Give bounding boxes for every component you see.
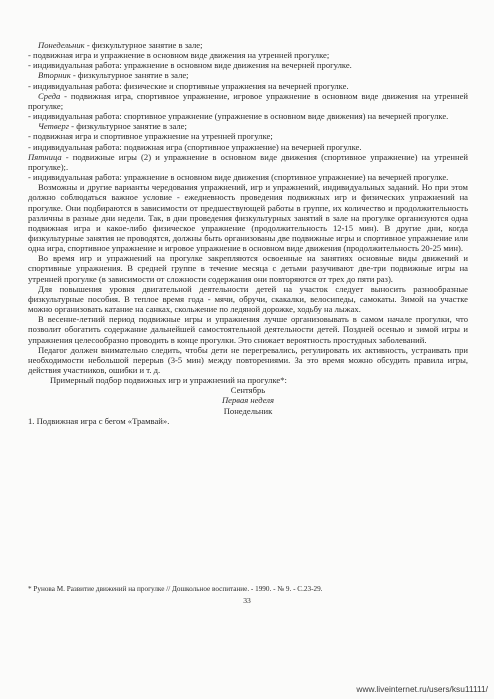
page-number: 33	[243, 596, 251, 605]
day-thursday: Четверг	[38, 121, 70, 132]
plan-monday: Понедельник - физкультурное занятие в зале;	[38, 40, 203, 50]
day-monday: Понедельник	[38, 40, 85, 50]
plan-line: - индивидуальная работа: упражнение в основном виде движения на вечерней прогулке.	[28, 60, 352, 71]
heading-day: Понедельник	[223, 405, 273, 416]
plan-friday: Пятница - подвижные игры (2) и упражнение в основном виде движения (спортивное упражнение) на утренней прогулке);.	[28, 151, 468, 172]
plan-tuesday: Вторник - физкультурное занятие в зале;	[38, 70, 189, 81]
heading-month: Сентябрь	[230, 385, 266, 396]
plan-line: - индивидуальная работа: упражнение в основном виде движения (спортивное упражнение) на вечерней прогулке.	[28, 172, 449, 183]
watermark: www.liveinternet.ru/users/ksu11111/	[356, 684, 488, 694]
list-item: 1. Подвижная игра с бегом «Трамвай».	[28, 415, 170, 426]
day-tuesday: Вторник	[38, 70, 71, 81]
paragraph: В весенне-летний период подвижные игры и упражнения лучше организовывать в самом начале прогулки, что позволит обогатить содержание дальнейшей самостоятельной деятельности детей. Поздней осенью и зимой игры и упражнения целесообразно проводить в конце прогулки. Это снижает вероятность простудных заболеваний.	[28, 314, 468, 345]
plan-line: - индивидуальная работа: спортивное упражнение (упражнение в основном виде движения) на вечерней прогулке.	[28, 111, 449, 122]
plan-thursday: Четверг - физкультурное занятие в зале;	[38, 121, 187, 132]
heading-week: Первая неделя	[221, 395, 275, 406]
plan-line: - подвижная игра и спортивное упражнение на утренней прогулке;	[28, 131, 273, 142]
paragraph: Педагог должен внимательно следить, чтобы дети не перегревались, регулировать их активность, устраивать при необходимости небольшой перерыв (3-5 мин) между повторениями. За это время можно обсудить правила игры, действия участников, ошибки и т. д.	[28, 344, 468, 375]
body-text	[28, 40, 468, 426]
plan-line: - индивидуальная работа: физические и спортивные упражнения на вечерней прогулке.	[28, 80, 349, 91]
plan-wednesday: Среда - подвижная игра, спортивное упражнение, игровое упражнение в основном виде движения на утренней прогулке;	[28, 90, 468, 111]
plan-line: - подвижная игра и упражнение в основном виде движения на утренней прогулке;	[28, 50, 330, 61]
plan-line: - индивидуальная работа: подвижная игра (спортивное упражнение) на вечерней прогулке.	[28, 141, 362, 152]
day-friday: Пятница	[28, 151, 62, 162]
day-wednesday: Среда	[38, 90, 61, 101]
paragraph: Возможны и другие варианты чередования упражнений, игр и упражнений, индивидуальных заданий. Но при этом должно соблюдаться важное условие - ежедневность проведения подвижных игр и физических упражнений на прогулке. Они подбираются в зависимости от предшествующей работы в группе, их количество и продолжительность различны в разные дни недели. Так, в дни проведения физкультурных занятий в зале на прогулке организуются одна подвижная игра и какое-либо физическое упражнение (продолжительность 12-15 мин). В другие дни, когда физкультурные занятия не проводятся, должны быть организованы две подвижные игры и спортивное упражнение или одна игра, спортивное упражнение и игровое упражнение в основном виде движения (продолжительность 20-25 мин).	[28, 182, 468, 254]
paragraph: Во время игр и упражнений на прогулке закрепляются освоенные на занятиях основные виды движений и спортивные упражнения. В средней группе в течение месяца с детьми разучивают две-три подвижные игры на утренней прогулке (в зависимости от сложности содержания они повторяются от трех до пяти раз).	[28, 253, 468, 284]
paragraph: Примерный подбор подвижных игр и упражнений на прогулке*:	[50, 375, 287, 386]
footnote: * Рунова М. Развитие движений на прогулке // Дошкольное воспитание. - 1990. - № 9. - С.23-29.	[28, 585, 323, 593]
paragraph: Для повышения уровня двигательной деятельности детей на участок следует выносить разнообразные физкультурные пособия. В теплое время года - мячи, обручи, скакалки, велосипеды, самокаты. Зимой на участке можно организовать катание на санках, скольжение по ледяной дорожке, ходьбу на лыжах.	[28, 283, 468, 315]
